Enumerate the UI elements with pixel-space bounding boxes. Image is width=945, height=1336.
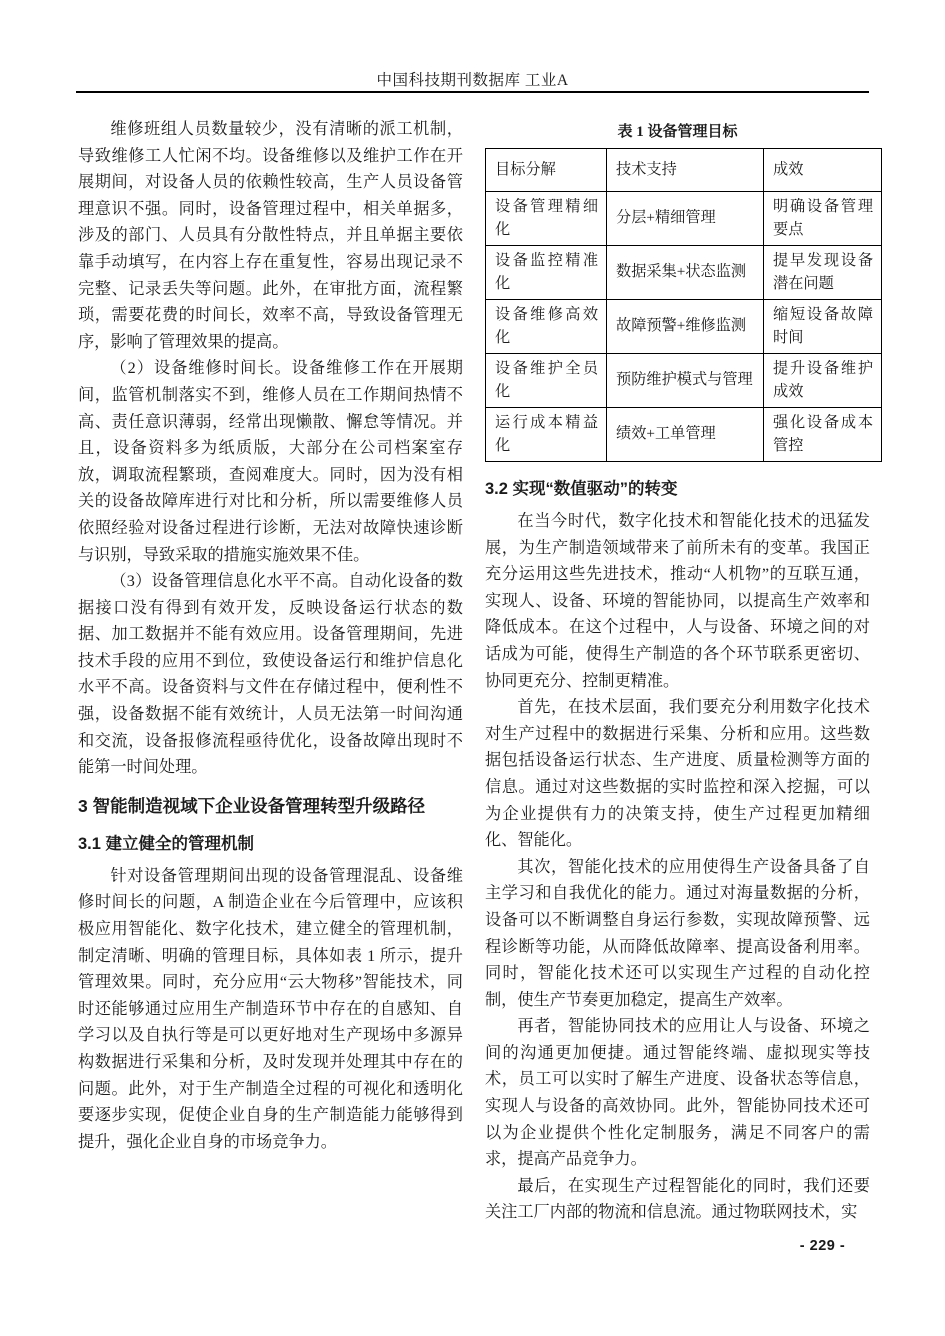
table-cell: 明确设备管理要点 xyxy=(764,192,882,246)
table-cell: 设备管理精细化 xyxy=(486,192,607,246)
table-row xyxy=(486,300,882,354)
table-row xyxy=(486,408,882,462)
table-cell: 强化设备成本管控 xyxy=(764,408,882,462)
page-body xyxy=(78,116,873,1226)
paragraph: 在当今时代，数字化技术和智能化技术的迅猛发展，为生产制造领域带来了前所未有的变革。我国正充分运用这些先进技术，推动“人机物”的互联互通，实现人、设备、环境的智能协同，以提高生产效率和降低成本。在这个过程中，人与设备、环境之间的对话成为可能，使得生产制造的各个环节联系更密切、协同更充分、控制更精准。 xyxy=(485,512,870,690)
table-row xyxy=(486,246,882,300)
page-number: - 229 - xyxy=(799,1238,846,1254)
table-cell: 设备维修高效化 xyxy=(486,300,607,354)
table-header-row xyxy=(486,149,882,192)
table-header-cell: 成效 xyxy=(764,149,882,192)
table-cell: 缩短设备故障时间 xyxy=(764,300,882,354)
table-cell: 提早发现设备潜在问题 xyxy=(764,246,882,300)
paragraph: （2）设备维修时间长。设备维修工作在开展期间，监管机制落实不到，维修人员在工作期间热情不高、责任意识薄弱，经常出现懒散、懈怠等情况。并且，设备资料多为纸质版，大部分在公司档案室存放，调取流程繁琐，查阅难度大。同时，因为没有相关的设备故障库进行对比和分析，所以需要维修人员依照经验对设备过程进行诊断，无法对故障快速诊断与识别，导致采取的措施实施效果不佳。 xyxy=(78,359,463,564)
table-cell: 故障预警+维修监测 xyxy=(607,300,764,354)
paragraph: 针对设备管理期间出现的设备管理混乱、设备维修时间长的问题，A 制造企业在今后管理中，应该积极应用智能化、数字化技术，建立健全的管理机制，制定清晰、明确的管理目标，具体如表 1 所示，提升管理效果。同时，充分应用“云大物移”智能技术，同时还能够通过应用生产制造环节中存在的自感知、自学习以及自执行等是可以更好地对生产现场中多源异构数据进行采集和分析，及时发现并处理其中存在的问题。此外，对于生产制造全过程的可视化和透明化要逐步实现，促使企业自身的生产制造能力能够得到提升，强化企业自身的市场竞争力。 xyxy=(78,866,463,1151)
paragraph: （3）设备管理信息化水平不高。自动化设备的数据接口没有得到有效开发，反映设备运行状态的数据、加工数据并不能有效应用。设备管理期间，先进技术手段的应用不到位，致使设备运行和维护信息化水平不高。设备资料与文件在存储过程中，便利性不强，设备数据不能有效统计，人员无法第一时间沟通和交流，设备报修流程亟待优化，设备故障出现时不能第一时间处理。 xyxy=(78,572,463,777)
table-row xyxy=(486,354,882,408)
section-heading: 3 智能制造视域下企业设备管理转型升级路径 xyxy=(78,795,426,816)
table-title: 表 1 设备管理目标 xyxy=(617,124,738,140)
equipment-goals-table xyxy=(485,148,882,462)
table-cell: 预防维护模式与管理 xyxy=(607,354,764,408)
right-column xyxy=(485,116,873,1226)
paragraph: 首先，在技术层面，我们要充分利用数字化技术对生产过程中的数据进行采集、分析和应用。这些数据包括设备运行状态、生产进度、质量检测等方面的信息。通过对这些数据的实时监控和深入挖掘，可以为企业提供有力的决策支持，使生产过程更加精细化、智能化。 xyxy=(485,698,870,850)
paragraph: 其次，智能化技术的应用使得生产设备具备了自主学习和自我优化的能力。通过对海量数据的分析，设备可以不断调整自身运行参数，实现故障预警、远程诊断等功能，从而降低故障率、提高设备利用率。同时，智能化技术还可以实现生产过程的自动化控制，使生产节奏更加稳定，提高生产效率。 xyxy=(485,857,870,1009)
table-cell: 数据采集+状态监测 xyxy=(607,246,764,300)
paragraph: 维修班组人员数量较少，没有清晰的派工机制，导致维修工人忙闲不均。设备维修以及维护工作在开展期间，对设备人员的依赖性较高，生产人员设备管理意识不强。同时，设备管理过程中，相关单据多，涉及的部门、人员具有分散性特点，并且单据主要依靠手动填写，在内容上存在重复性，容易出现记录不完整、记录丢失等问题。此外，在审批方面，流程繁琐，需要花费的时间长，效率不高，导致设备管理无序，影响了管理效果的提高。 xyxy=(78,120,463,351)
table-cell: 设备维护全员化 xyxy=(486,354,607,408)
subsection-heading-3-2: 3.2 实现“数值驱动”的转变 xyxy=(485,480,678,498)
left-column xyxy=(78,116,463,1226)
table-header-cell: 目标分解 xyxy=(486,149,607,192)
subsection-heading-3-1: 3.1 建立健全的管理机制 xyxy=(78,834,255,853)
table-cell: 运行成本精益化 xyxy=(486,408,607,462)
header-rule xyxy=(76,91,869,93)
table-cell: 分层+精细管理 xyxy=(607,192,764,246)
table-cell: 绩效+工单管理 xyxy=(607,408,764,462)
journal-header-title: 中国科技期刊数据库 工业A xyxy=(376,72,569,89)
paragraph: 再者，智能协同技术的应用让人与设备、环境之间的沟通更加便捷。通过智能终端、虚拟现实等技术，员工可以实时了解生产进度、设备状态等信息，实现人与设备的高效协同。此外，智能协同技术还可以为企业提供个性化定制服务，满足不同客户的需求，提高产品竞争力。 xyxy=(485,1017,870,1169)
table-row xyxy=(486,192,882,246)
paragraph: 最后，在实现生产过程智能化的同时，我们还要关注工厂内部的物流和信息流。通过物联网技术，实 xyxy=(485,1176,870,1222)
table-cell: 提升设备维护成效 xyxy=(764,354,882,408)
table-cell: 设备监控精准化 xyxy=(486,246,607,300)
table-header-cell: 技术支持 xyxy=(607,149,764,192)
